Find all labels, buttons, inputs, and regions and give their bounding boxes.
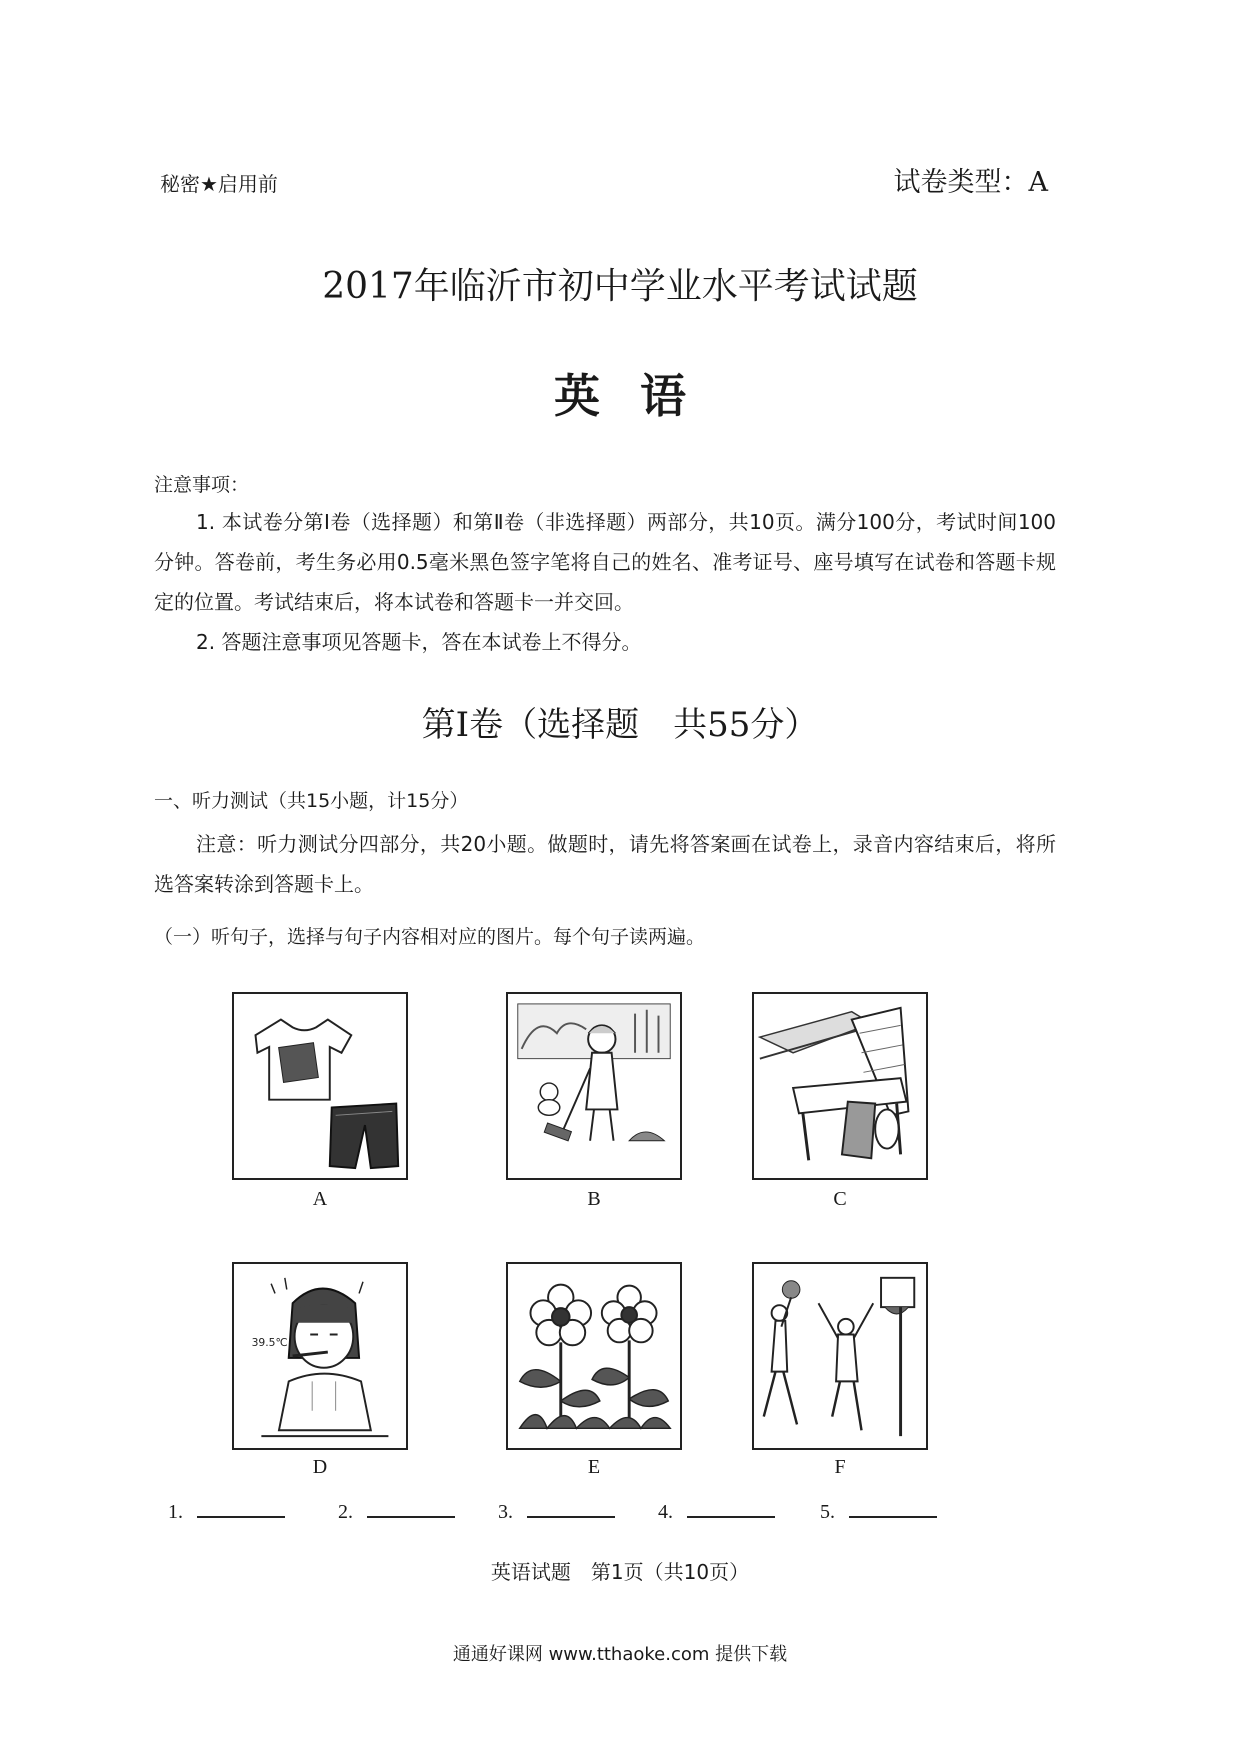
answer-line: [687, 1498, 775, 1518]
picture-d-label: D: [312, 1456, 328, 1478]
answer-blank-3[interactable]: [498, 1498, 615, 1524]
paper-type: 试卷类型：A: [893, 167, 1048, 198]
exam-title: 2017年临沂市初中学业水平考试试题: [322, 266, 918, 307]
picture-a-label: A: [312, 1188, 328, 1210]
notice-item-2: 2. 答题注意事项见答题卡，答在本试卷上不得分。: [196, 630, 642, 654]
picture-c-label: C: [833, 1188, 847, 1210]
section-heading: 一、听力测试（共15小题，计15分）: [154, 790, 469, 812]
answer-blank-5[interactable]: [820, 1498, 937, 1524]
answer-number: 4.: [658, 1501, 673, 1523]
answer-line: [367, 1498, 455, 1518]
notice-item-1: 1. 本试卷分第Ⅰ卷（选择题）和第Ⅱ卷（非选择题）两部分，共10页。满分100分，考试时间100分钟。答卷前，考生务必用0.5毫米黑色签字笔将自己的姓名、准考证号、座号填写在试卷和答题卡规定的位置。考试结束后，将本试卷和答题卡一并交回。: [154, 510, 1056, 614]
answer-number: 1.: [168, 1501, 183, 1523]
picture-c: [752, 992, 928, 1180]
picture-d: [232, 1262, 408, 1450]
answer-line: [197, 1498, 285, 1518]
confidential-label: 秘密★启用前: [160, 172, 278, 196]
subsection-heading: （一）听句子，选择与句子内容相对应的图片。每个句子读两遍。: [154, 926, 706, 948]
picture-b-label: B: [587, 1188, 601, 1210]
sick-girl-thermometer-icon: [234, 1264, 406, 1448]
basketball-players-icon: [754, 1264, 926, 1448]
picture-b: [506, 992, 682, 1180]
answer-line: [849, 1498, 937, 1518]
answer-line: [527, 1498, 615, 1518]
thermometer-reading: 39.5℃: [251, 1336, 288, 1350]
chair-with-bag-icon: [754, 994, 926, 1178]
notice-heading: 注意事项：: [154, 474, 250, 496]
picture-f-label: F: [834, 1456, 846, 1478]
answer-blank-2[interactable]: [338, 1498, 455, 1524]
download-watermark: 通通好课网 www.tthaoke.com 提供下载: [452, 1644, 788, 1665]
part-title: 第Ⅰ卷（选择题 共55分）: [421, 705, 819, 745]
girl-sweeping-icon: [508, 994, 680, 1178]
page-footer: 英语试题 第1页（共10页）: [490, 1560, 750, 1584]
answer-blank-1[interactable]: [168, 1498, 285, 1524]
picture-e-label: E: [587, 1456, 601, 1478]
answer-number: 2.: [338, 1501, 353, 1523]
subject-title: 英语: [554, 369, 726, 423]
picture-a: [232, 992, 408, 1180]
listening-note: 注意：听力测试分四部分，共20小题。做题时，请先将答案画在试卷上，录音内容结束后，将所选答案转涂到答题卡上。: [154, 832, 1056, 896]
answer-blank-4[interactable]: [658, 1498, 775, 1524]
answer-number: 5.: [820, 1501, 835, 1523]
picture-e: [506, 1262, 682, 1450]
answer-number: 3.: [498, 1501, 513, 1523]
clothes-icon: [234, 994, 406, 1178]
picture-f: [752, 1262, 928, 1450]
flowers-icon: [508, 1264, 680, 1448]
